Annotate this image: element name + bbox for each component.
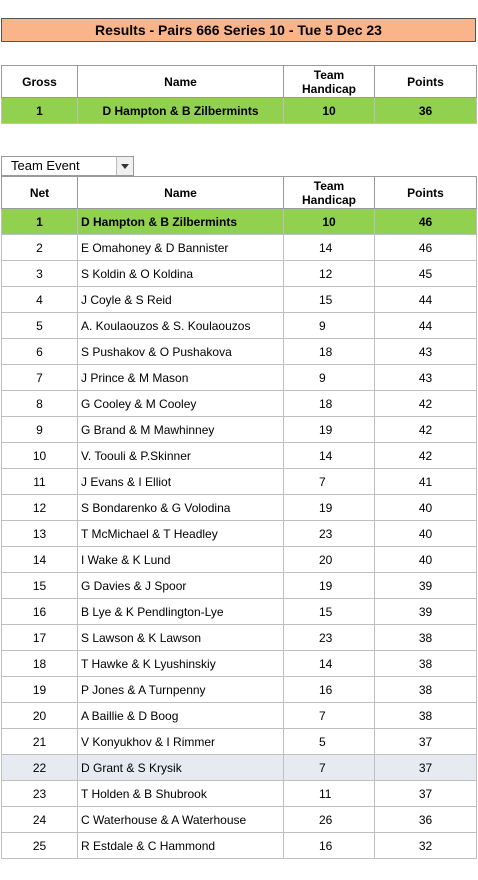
net-header-row [2, 177, 477, 209]
rank-cell[interactable]: 16 [2, 599, 78, 625]
table-row[interactable] [2, 391, 477, 417]
name-cell[interactable]: A. Koulaouzos & S. Koulaouzos [78, 313, 284, 339]
name-column-header: Name [78, 66, 284, 98]
points-cell[interactable]: 40 [375, 521, 477, 547]
points-cell[interactable]: 40 [375, 495, 477, 521]
name-cell[interactable]: T Holden & B Shubrook [78, 781, 284, 807]
points-cell[interactable]: 38 [375, 651, 477, 677]
table-row[interactable] [2, 313, 477, 339]
rank-cell[interactable]: 1 [2, 98, 78, 124]
table-row[interactable] [2, 521, 477, 547]
results-title: Results - Pairs 666 Series 10 - Tue 5 Dec 23 [1, 18, 476, 42]
handicap-cell[interactable]: 19 [284, 417, 375, 443]
rank-cell[interactable]: 12 [2, 495, 78, 521]
dropdown-selected-value: Team Event [11, 158, 80, 173]
points-cell[interactable]: 39 [375, 599, 477, 625]
name-cell[interactable]: G Brand & M Mawhinney [78, 417, 284, 443]
name-cell[interactable]: S Bondarenko & G Volodina [78, 495, 284, 521]
handicap-cell[interactable]: 11 [284, 781, 375, 807]
rank-cell[interactable]: 10 [2, 443, 78, 469]
table-row[interactable] [2, 209, 477, 235]
points-cell[interactable]: 43 [375, 365, 477, 391]
handicap-cell[interactable]: 14 [284, 651, 375, 677]
dropdown-arrow-button[interactable] [116, 157, 133, 175]
handicap-cell[interactable]: 10 [284, 209, 375, 235]
handicap-cell[interactable]: 5 [284, 729, 375, 755]
name-cell[interactable]: T Hawke & K Lyushinskiy [78, 651, 284, 677]
handicap-cell[interactable]: 10 [284, 98, 375, 124]
points-cell[interactable]: 37 [375, 729, 477, 755]
rank-cell[interactable]: 14 [2, 547, 78, 573]
rank-cell[interactable]: 1 [2, 209, 78, 235]
name-cell[interactable]: S Lawson & K Lawson [78, 625, 284, 651]
gross-results-table [1, 65, 477, 124]
table-row[interactable] [2, 469, 477, 495]
handicap-cell[interactable]: 23 [284, 625, 375, 651]
points-cell[interactable]: 46 [375, 235, 477, 261]
net-results-table [1, 176, 477, 859]
handicap-cell[interactable]: 7 [284, 755, 375, 781]
net-results-body [2, 209, 477, 859]
name-cell[interactable]: V. Toouli & P.Skinner [78, 443, 284, 469]
points-cell[interactable]: 38 [375, 625, 477, 651]
table-row[interactable] [2, 677, 477, 703]
table-row[interactable] [2, 339, 477, 365]
name-cell[interactable]: G Cooley & M Cooley [78, 391, 284, 417]
rank-cell[interactable]: 7 [2, 365, 78, 391]
name-cell[interactable]: C Waterhouse & A Waterhouse [78, 807, 284, 833]
event-filter-dropdown[interactable] [1, 156, 134, 176]
points-cell[interactable]: 36 [375, 98, 477, 124]
name-cell[interactable]: S Koldin & O Koldina [78, 261, 284, 287]
handicap-cell[interactable]: 23 [284, 521, 375, 547]
points-cell[interactable]: 42 [375, 443, 477, 469]
handicap-cell[interactable]: 15 [284, 287, 375, 313]
handicap-cell[interactable]: 16 [284, 677, 375, 703]
table-row[interactable] [2, 235, 477, 261]
table-row[interactable] [2, 651, 477, 677]
net-column-header: Net [2, 177, 78, 209]
table-row[interactable] [2, 599, 477, 625]
name-cell[interactable]: V Konyukhov & I Rimmer [78, 729, 284, 755]
table-row[interactable] [2, 729, 477, 755]
handicap-cell[interactable]: 20 [284, 547, 375, 573]
rank-cell[interactable]: 21 [2, 729, 78, 755]
table-row[interactable] [2, 703, 477, 729]
handicap-cell[interactable]: 7 [284, 703, 375, 729]
name-cell[interactable]: J Prince & M Mason [78, 365, 284, 391]
name-cell[interactable]: D Grant & S Krysik [78, 755, 284, 781]
name-cell[interactable]: E Omahoney & D Bannister [78, 235, 284, 261]
table-row[interactable] [2, 287, 477, 313]
rank-cell[interactable]: 23 [2, 781, 78, 807]
handicap-cell[interactable]: 18 [284, 391, 375, 417]
gross-column-header: Gross [2, 66, 78, 98]
name-cell[interactable]: T McMichael & T Headley [78, 521, 284, 547]
name-cell[interactable]: B Lye & K Pendlington-Lye [78, 599, 284, 625]
handicap-cell[interactable]: 19 [284, 495, 375, 521]
handicap-cell[interactable]: 9 [284, 313, 375, 339]
points-cell[interactable]: 44 [375, 313, 477, 339]
points-cell[interactable]: 37 [375, 781, 477, 807]
points-cell[interactable]: 40 [375, 547, 477, 573]
chevron-down-icon [121, 164, 129, 169]
name-column-header: Name [78, 177, 284, 209]
table-row[interactable] [2, 417, 477, 443]
rank-cell[interactable]: 25 [2, 833, 78, 859]
handicap-cell[interactable]: 12 [284, 261, 375, 287]
handicap-column-header: Team Handicap [284, 177, 375, 209]
name-cell[interactable]: D Hampton & B Zilbermints [78, 209, 284, 235]
rank-cell[interactable]: 19 [2, 677, 78, 703]
table-row[interactable] [2, 443, 477, 469]
rank-cell[interactable]: 11 [2, 469, 78, 495]
handicap-cell[interactable]: 7 [284, 469, 375, 495]
table-row[interactable] [2, 547, 477, 573]
points-cell[interactable]: 44 [375, 287, 477, 313]
rank-cell[interactable]: 18 [2, 651, 78, 677]
points-column-header: Points [375, 66, 477, 98]
name-cell[interactable]: A Baillie & D Boog [78, 703, 284, 729]
name-cell[interactable]: R Estdale & C Hammond [78, 833, 284, 859]
handicap-cell[interactable]: 9 [284, 365, 375, 391]
rank-cell[interactable]: 20 [2, 703, 78, 729]
name-cell[interactable]: G Davies & J Spoor [78, 573, 284, 599]
handicap-cell[interactable]: 14 [284, 235, 375, 261]
rank-cell[interactable]: 15 [2, 573, 78, 599]
points-cell[interactable]: 36 [375, 807, 477, 833]
table-row[interactable] [2, 833, 477, 859]
name-cell[interactable]: P Jones & A Turnpenny [78, 677, 284, 703]
rank-cell[interactable]: 9 [2, 417, 78, 443]
table-row[interactable] [2, 781, 477, 807]
table-row[interactable] [2, 755, 477, 781]
points-cell[interactable]: 41 [375, 469, 477, 495]
table-row[interactable] [2, 495, 477, 521]
table-row[interactable] [2, 625, 477, 651]
points-cell[interactable]: 43 [375, 339, 477, 365]
table-row[interactable] [2, 261, 477, 287]
points-cell[interactable]: 45 [375, 261, 477, 287]
rank-cell[interactable]: 2 [2, 235, 78, 261]
handicap-cell[interactable]: 18 [284, 339, 375, 365]
gross-winner-row[interactable] [2, 98, 477, 124]
name-cell[interactable]: I Wake & K Lund [78, 547, 284, 573]
table-row[interactable] [2, 573, 477, 599]
rank-cell[interactable]: 13 [2, 521, 78, 547]
rank-cell[interactable]: 3 [2, 261, 78, 287]
points-cell[interactable]: 42 [375, 417, 477, 443]
rank-cell[interactable]: 8 [2, 391, 78, 417]
points-cell[interactable]: 39 [375, 573, 477, 599]
handicap-cell[interactable]: 26 [284, 807, 375, 833]
handicap-cell[interactable]: 19 [284, 573, 375, 599]
points-cell[interactable]: 37 [375, 755, 477, 781]
handicap-cell[interactable]: 16 [284, 833, 375, 859]
name-cell[interactable]: S Pushakov & O Pushakova [78, 339, 284, 365]
points-cell[interactable]: 38 [375, 677, 477, 703]
points-cell[interactable]: 42 [375, 391, 477, 417]
handicap-cell[interactable]: 14 [284, 443, 375, 469]
points-column-header: Points [375, 177, 477, 209]
handicap-column-header: Team Handicap [284, 66, 375, 98]
points-cell[interactable]: 46 [375, 209, 477, 235]
rank-cell[interactable]: 22 [2, 755, 78, 781]
rank-cell[interactable]: 6 [2, 339, 78, 365]
points-cell[interactable]: 38 [375, 703, 477, 729]
rank-cell[interactable]: 17 [2, 625, 78, 651]
gross-header-row [2, 66, 477, 98]
handicap-cell[interactable]: 15 [284, 599, 375, 625]
name-cell[interactable]: D Hampton & B Zilbermints [78, 98, 284, 124]
name-cell[interactable]: J Evans & I Elliot [78, 469, 284, 495]
table-row[interactable] [2, 365, 477, 391]
rank-cell[interactable]: 24 [2, 807, 78, 833]
rank-cell[interactable]: 4 [2, 287, 78, 313]
table-row[interactable] [2, 807, 477, 833]
name-cell[interactable]: J Coyle & S Reid [78, 287, 284, 313]
rank-cell[interactable]: 5 [2, 313, 78, 339]
points-cell[interactable]: 32 [375, 833, 477, 859]
